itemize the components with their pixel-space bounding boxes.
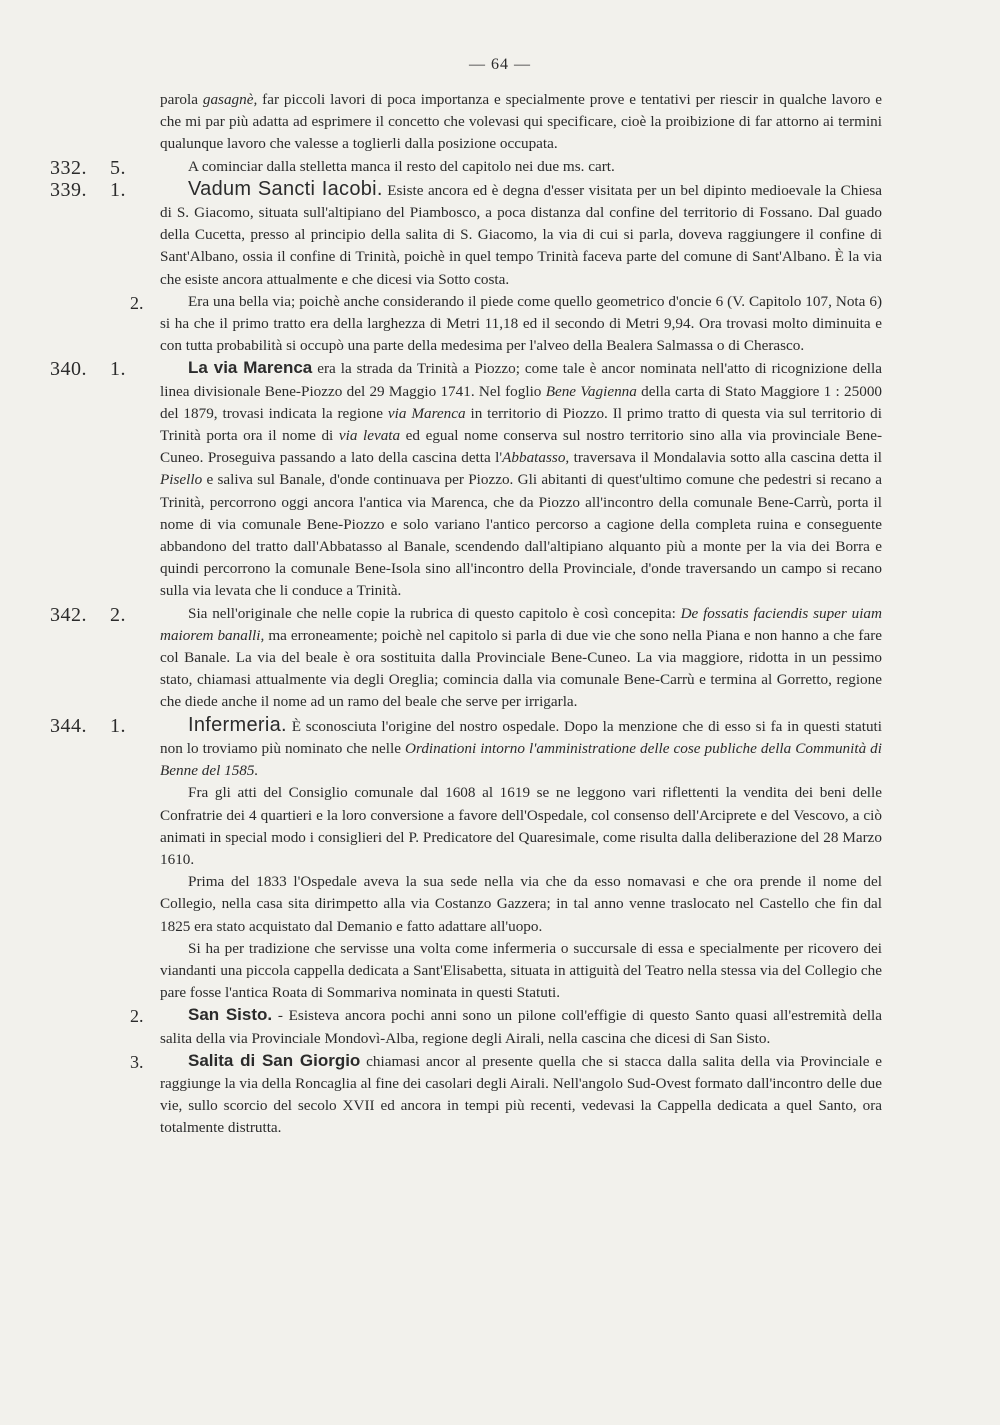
body-text <box>50 89 883 1140</box>
page-number: — 64 — <box>469 56 531 73</box>
intro-paragraph: parola gasagnè, far piccoli lavori di poca importanza e specialmente prove e tentativi per riescir in qualche lavoro e che mi par più adatta ad esprimere il concetto che volevasi qui specificare, cioè la proibizione di far attorno ai termini qualunque lavoro che valesse a toglierli dalla posizione occupata. <box>160 91 882 153</box>
article-ref: 332. 5. <box>50 156 126 179</box>
section-heading: Infermeria. <box>188 713 287 736</box>
entry-332 <box>50 156 882 179</box>
entry-340 <box>50 357 883 602</box>
note-number: 3. <box>130 1051 144 1072</box>
note-paragraph: Si ha per tradizione che servisse una volta come infermeria o succursale di essa e specialmente per ricovero dei viandanti una piccola cappella dedicata a Sant'Elisabetta, situata in attiguità del Teatro nella stessa via del Collegio che pare fosse l'antica Roata di Sommariva nominata in questi Statuti. <box>160 939 882 1002</box>
article-ref: 339. 1. <box>50 178 126 201</box>
entry-339 <box>50 177 882 291</box>
note-paragraph: Prima del 1833 l'Ospedale aveva la sua sede nella via che da esso nomavasi e che ora prende il nome del Collegio, nella casa sita dirimpetto alla via Costanzo Gazzera; in tal anno venne traslocato nel Castello che fin dal 1825 era stato acquistato dal Demanio e fatto adattare all'uopo. <box>160 873 882 935</box>
entry-342 <box>50 603 882 714</box>
note-paragraph: Fra gli atti del Consiglio comunale dal 1608 al 1619 se ne leggono vari riflettenti la vendita dei beni delle Confratrie dei 4 quartieri e la loro conversione a favore dell'Ospedale, col consenso dell'Arciprete e del Vescovo, a ciò animati in special modo i consiglieri del P. Predicatore del Quaresimale, come risulta dalla deliberazione del 28 Marzo 1610. <box>160 784 882 868</box>
note-number: 2. <box>130 1006 144 1027</box>
note-text: Vadum Sancti Iacobi. Esiste ancora ed è degna d'esser visitata per un bel dipinto medioevale la Chiesa di S. Giacomo, situata sull'altipiano del Piambosco, a poca distanza dal confine del territorio di Fossano. Dal guado della Cucetta, presso al principio della salita di S. Giacomo, la via di cui si parla, doveva raggiungere il confine di Sant'Albano, ossia il confine di Trinità, poichè in quel tempo Trinità faceva parte del comune di Sant'Albano. È la via che esiste ancora attualmente e che dicesi via Sotto costa. <box>160 177 882 288</box>
section-heading: Salita di San Giorgio <box>188 1050 361 1070</box>
note-text: Infermeria. È sconosciuta l'origine del nostro ospedale. Dopo la menzione che di esso si fa in questi statuti non lo troviamo più nominato che nelle Ordinationi intorno l'amministratione delle cose publiche della Communità di Benne del 1585. <box>160 713 883 780</box>
entry-344-3 <box>130 1050 883 1140</box>
article-ref: 342. 2. <box>50 603 126 626</box>
section-heading: San Sisto. <box>188 1005 273 1025</box>
article-ref: 344. 1. <box>50 714 126 737</box>
entry-344-2 <box>130 1004 882 1049</box>
entry-344 <box>50 713 883 1005</box>
note-number: 2. <box>130 292 144 313</box>
note-text: Sia nell'originale che nelle copie la rubrica di questo capitolo è così concepita: De fossatis faciendis super uiam maiorem banalli, ma erroneamente; poichè nel capitolo si parla di due vie che sono nella Piana e non hanno a che fare col Banale. La via del beale è ora sostituita dalla Provinciale Bene-Cuneo. La via maggiore, ridotta in un pessimo stato, chiamasi attualmente via degli Oreglia; comincia dalla via comunale Bene-Carrù e termina al Gorretto, regione che diede anche il nome ad un ramo del beale che serve per irrigarla. <box>160 604 882 711</box>
note-text: A cominciar dalla stelletta manca il resto del capitolo nei due ms. cart. <box>188 157 615 175</box>
note-text: La via Marenca era la strada da Trinità a Piozzo; come tale è ancor nominata nell'atto di ricognizione della linea divisionale Bene-Piozzo del 29 Maggio 1741. Nel foglio Bene Vagienna della carta di Stato Maggiore 1 : 25000 del 1879, trovasi indicata la regione via Marenca in territorio di Piozzo. Il primo tratto di questa via sul territorio di Trinità porta ora il nome di via levata ed egual nome conserva sul nostro territorio sino alla via provinciale Bene-Cuneo. Proseguiva passando a lato della cascina detta l'Abbatasso, traversava il Mondalavia sotto alla cascina detta il Pisello e saliva sul Banale, d'onde continuava per Piozzo. Gli abitanti di quest'ultimo comune che pedestri si recano a Trinità, percorrono oggi ancora l'antica via Marenca, che da Piozzo all'incontro della comunale Bene-Carrù, porta il nome di via comunale Bene-Piozzo e solo variano l'antico percorso a cagione della completa ruina e conseguente abbandono del tratto dall'Abbatasso al Banale, scendendo dall'altipiano alquanto più a monte per la via dei Borra e quindi percorrono la comunale Bene-Isola sino all'incontro della Provinciale, d'onde traversando un campo si recano sulla via levata che li conduce a Trinità. <box>160 358 883 600</box>
article-ref: 340. 1. <box>50 358 126 381</box>
note-text: San Sisto. - Esisteva ancora pochi anni sono un pilone coll'effigie di questo Santo quasi all'estremità della salita della via Provinciale Mondovì-Alba, regione degli Airali, nella cascina che dicesi di San Sisto. <box>160 1005 882 1047</box>
section-heading: Vadum Sancti Iacobi. <box>188 177 383 200</box>
section-heading: La via Marenca <box>188 358 313 378</box>
entry-339-2 <box>130 291 882 358</box>
note-text: Era una bella via; poichè anche considerando il piede come quello geometrico d'oncie 6 (V. Capitolo 107, Nota 6) si ha che il primo tratto era della larghezza di Metri 11,18 ed il secondo di Metri 9,94. Ora trovasi molto diminuita e con tutta probabilità si occupò una parte della medesima per l'alveo della Bealera Salmassa o di Cherasco. <box>160 292 882 355</box>
note-text: Salita di San Giorgio chiamasi ancor al presente quella che si stacca dalla salita della via Provinciale e raggiunge la via della Roncaglia al fine dei casolari degli Airali. Nell'angolo Sud-Ovest formato dall'incontro delle due vie, sullo scorcio del secolo XVII ed ancora in tempi più recenti, vedevasi la Cappella dedicata a quel Santo, ora totalmente distrutta. <box>160 1050 883 1137</box>
